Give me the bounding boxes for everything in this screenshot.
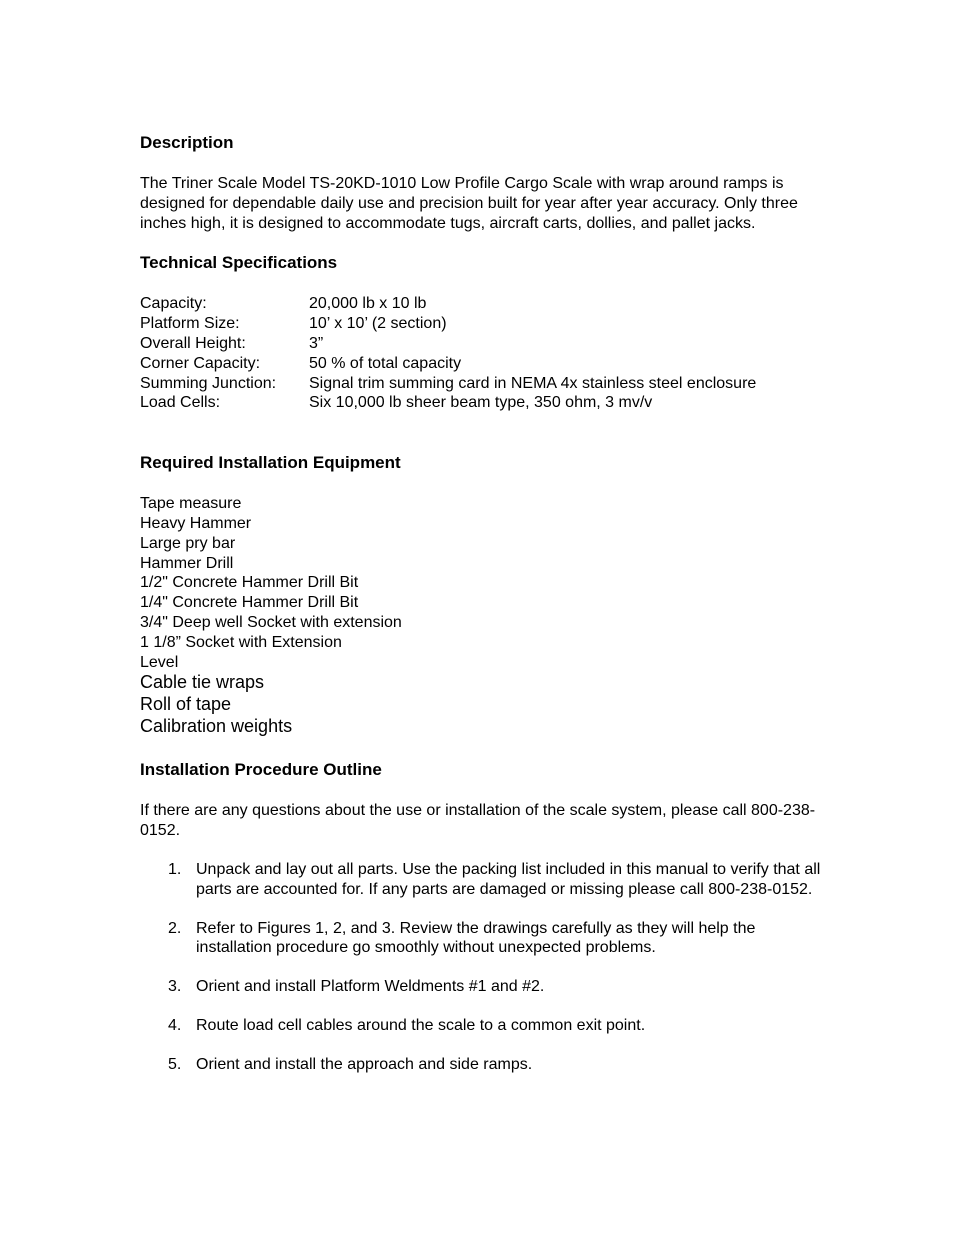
spec-row: [140, 393, 756, 413]
spec-label: Platform Size:: [140, 315, 240, 333]
spec-label: Capacity:: [140, 295, 207, 313]
equipment-list: [140, 494, 830, 737]
list-item: Tape measure: [140, 495, 242, 513]
specs-heading: Technical Specifications: [140, 253, 338, 273]
step-number: 2.: [168, 919, 182, 937]
step-text: Orient and install Platform Weldments #1 and #2.: [196, 978, 545, 996]
procedure-step: [140, 977, 830, 997]
procedure-step: [140, 1016, 830, 1036]
procedure-step: [140, 919, 830, 959]
step-text: Unpack and lay out all parts. Use the packing list included in this manual to verify that all parts are accounted for. If any parts are damaged or missing please call 800-238-0152.: [196, 860, 821, 898]
step-text: Route load cell cables around the scale to a common exit point.: [196, 1017, 646, 1035]
list-item: 1/2" Concrete Hammer Drill Bit: [140, 574, 359, 592]
spec-value: 3”: [309, 334, 324, 352]
equipment-heading: Required Installation Equipment: [140, 453, 401, 473]
step-number: 4.: [168, 1017, 182, 1035]
step-number: 3.: [168, 978, 182, 996]
spec-value: Six 10,000 lb sheer beam type, 350 ohm, 3 mv/v: [309, 394, 653, 412]
spec-row: [140, 314, 756, 334]
list-item: Hammer Drill: [140, 554, 234, 572]
procedure-intro: If there are any questions about the use or installation of the scale system, please call 800-238-0152.: [140, 802, 816, 839]
list-item: Level: [140, 653, 179, 671]
spec-label: Load Cells:: [140, 394, 221, 412]
step-text: Refer to Figures 1, 2, and 3. Review the drawings carefully as they will help the installation procedure go smoothly without unexpected problems.: [196, 919, 756, 957]
spec-row: [140, 294, 756, 314]
list-item: Cable tie wraps: [140, 672, 265, 693]
procedure-step: [140, 860, 830, 900]
spec-value: Signal trim summing card in NEMA 4x stainless steel enclosure: [309, 374, 757, 392]
spec-label: Overall Height:: [140, 334, 246, 352]
spec-label: Corner Capacity:: [140, 354, 261, 372]
procedure-steps: [140, 860, 830, 1075]
list-item: Heavy Hammer: [140, 514, 252, 532]
list-item: 1/4" Concrete Hammer Drill Bit: [140, 594, 359, 612]
spec-value: 10’ x 10’ (2 section): [309, 315, 447, 333]
procedure-heading: Installation Procedure Outline: [140, 760, 382, 780]
list-item: 1 1/8” Socket with Extension: [140, 633, 342, 651]
list-item: Roll of tape: [140, 693, 232, 714]
step-number: 5.: [168, 1056, 182, 1074]
description-heading: Description: [140, 133, 234, 152]
spec-row: [140, 374, 756, 394]
spec-label: Summing Junction:: [140, 374, 277, 392]
document-page: [140, 132, 830, 1094]
spec-row: [140, 354, 756, 374]
specs-table: [140, 294, 756, 413]
list-item: Calibration weights: [140, 715, 293, 736]
step-text: Orient and install the approach and side ramps.: [196, 1056, 533, 1074]
list-item: 3/4" Deep well Socket with extension: [140, 613, 402, 631]
spec-value: 50 % of total capacity: [309, 354, 462, 372]
description-text: The Triner Scale Model TS-20KD-1010 Low Profile Cargo Scale with wrap around ramps is designed for dependable daily use and precision built for year after year accuracy. Only three inches high, it is designed to accommodate tugs, aircraft carts, dollies, and pallet jacks.: [140, 175, 798, 232]
spec-row: [140, 334, 756, 354]
step-number: 1.: [168, 860, 182, 878]
spec-value: 20,000 lb x 10 lb: [309, 295, 427, 313]
procedure-step: [140, 1055, 830, 1075]
list-item: Large pry bar: [140, 534, 236, 552]
